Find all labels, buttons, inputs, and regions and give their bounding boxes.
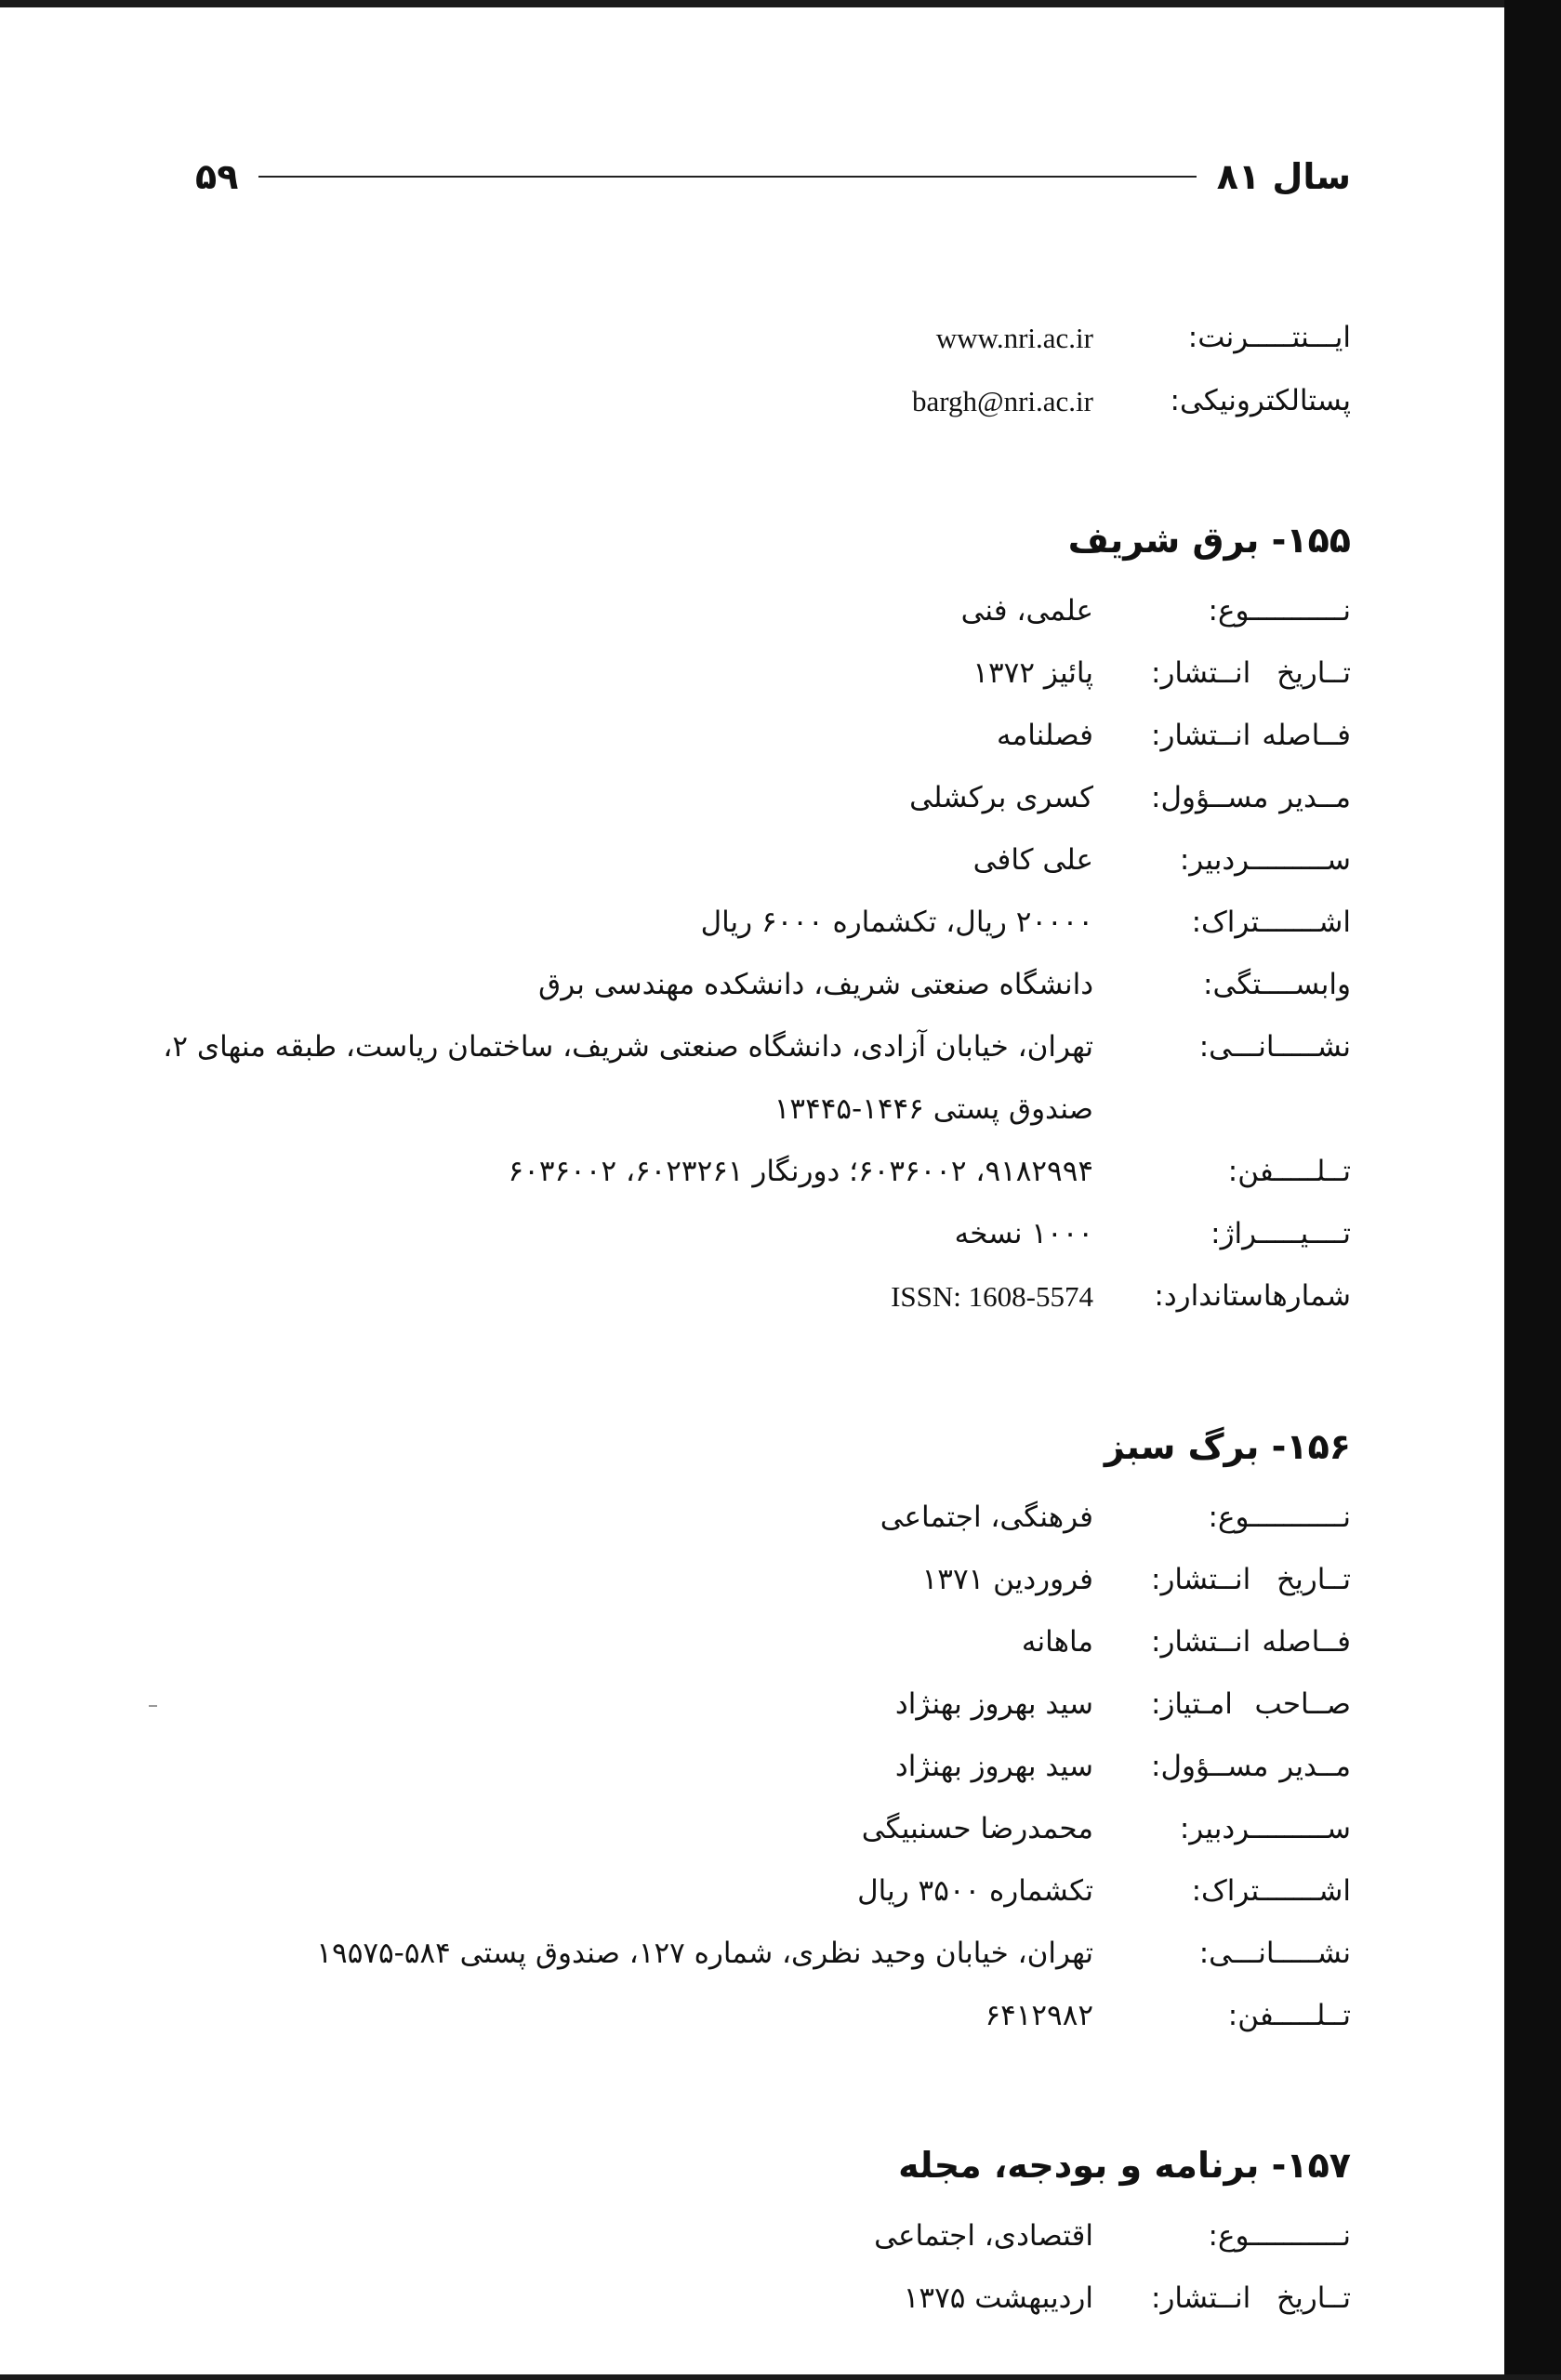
directory-listing xyxy=(124,307,1351,2330)
field-row xyxy=(124,1016,1351,1141)
entry-title-155: ۱۵۵- برق شریف xyxy=(1067,520,1351,561)
field-label: مــدیر مســؤول: xyxy=(1151,781,1351,814)
field-row xyxy=(124,1141,1351,1203)
field-row xyxy=(124,1203,1351,1265)
field-value: کسری برکشلی xyxy=(909,781,1093,814)
field-value: سید بهروز بهنژاد xyxy=(894,1687,1093,1721)
field-label: تــاریخ انــتشار: xyxy=(1151,1563,1351,1596)
entry-title-156: ۱۵۶- برگ سبز xyxy=(1104,1426,1351,1467)
scan-border-right xyxy=(1504,0,1561,2380)
field-row xyxy=(124,1860,1351,1923)
field-label: نشـــــانـــی: xyxy=(1198,1937,1351,1970)
field-value: تکشماره ۳۵۰۰ ریال xyxy=(857,1874,1093,1908)
field-row xyxy=(124,1736,1351,1798)
field-label: نـــــــــــوع: xyxy=(1208,2219,1351,2253)
field-value: اردیبهشت ۱۳۷۵ xyxy=(903,2281,1093,2315)
field-row xyxy=(124,1798,1351,1860)
field-label: مــدیر مســؤول: xyxy=(1151,1750,1351,1783)
website-value: www.nri.ac.ir xyxy=(935,322,1093,354)
field-row xyxy=(124,954,1351,1016)
field-label: نـــــــــــوع: xyxy=(1208,594,1351,628)
field-value: پائیز ۱۳۷۲ xyxy=(972,656,1093,690)
field-label: فــاصله انــتشار: xyxy=(1151,719,1351,752)
field-label: تــلـــــفن: xyxy=(1227,1999,1351,2032)
field-value: علی کافی xyxy=(972,843,1093,877)
field-label: ایـــنتـــــرنت: xyxy=(1187,321,1351,354)
field-value: ۲۰۰۰۰ ریال، تکشماره ۶۰۰۰ ریال xyxy=(700,906,1093,939)
field-label: پستالکترونیکی: xyxy=(1170,384,1351,417)
page-number: ۵۹ xyxy=(195,156,239,197)
field-row xyxy=(124,1673,1351,1736)
issn-value: ISSN: 1608-5574 xyxy=(891,1280,1093,1313)
field-label: وابســــتگی: xyxy=(1203,968,1351,1001)
field-label: تــلـــــفن: xyxy=(1227,1155,1351,1188)
field-value: محمدرضا حسنبیگی xyxy=(861,1812,1093,1845)
field-row xyxy=(124,642,1351,705)
entry-title-157: ۱۵۷- برنامه و بودجه، مجله xyxy=(898,2145,1351,2186)
field-value: ۶۴۱۲۹۸۲ xyxy=(985,1999,1093,2032)
field-label: تــاریخ انــتشار: xyxy=(1151,656,1351,690)
field-label: شمارهاستاندارد: xyxy=(1154,1279,1351,1313)
field-value: ۱۰۰۰ نسخه xyxy=(954,1217,1093,1250)
field-row xyxy=(124,1549,1351,1611)
scan-speck xyxy=(149,1705,157,1707)
field-row xyxy=(124,829,1351,892)
field-row xyxy=(124,580,1351,642)
field-value: تهران، خیابان وحید نظری، شماره ۱۲۷، صندوق پستی ۵۸۴-۱۹۵۷۵ xyxy=(316,1937,1093,1970)
field-row-email xyxy=(124,370,1351,433)
field-label: اشـــــــتراک: xyxy=(1191,906,1351,939)
field-row xyxy=(124,1923,1351,1985)
field-value: سید بهروز بهنژاد xyxy=(894,1750,1093,1783)
field-label: ســـــــــردبیر: xyxy=(1179,843,1351,877)
field-value: ماهانه xyxy=(1021,1625,1093,1659)
field-row xyxy=(124,2268,1351,2330)
field-row xyxy=(124,1611,1351,1673)
field-value: ۹۱۸۲۹۹۴، ۶۰۳۶۰۰۲؛ دورنگار ۶۰۲۳۲۶۱، ۶۰۳۶۰۰۲ xyxy=(508,1155,1093,1188)
field-label: نـــــــــــوع: xyxy=(1208,1501,1351,1534)
field-value: فرهنگی، اجتماعی xyxy=(880,1501,1093,1534)
field-value: اقتصادی، اجتماعی xyxy=(874,2219,1093,2253)
running-header xyxy=(195,149,1351,205)
field-value: تهران، خیابان آزادی، دانشگاه صنعتی شریف، ساختمان ریاست، طبقه منهای ۲، صندوق پستی ۱۴۴۶-۱۳۴۴۵ xyxy=(163,1030,1093,1126)
scan-border-bottom xyxy=(0,2374,1561,2380)
field-label: صــاحب امـتیاز: xyxy=(1151,1687,1351,1721)
field-label: فــاصله انــتشار: xyxy=(1151,1625,1351,1659)
field-value: فروردین ۱۳۷۱ xyxy=(921,1563,1093,1596)
field-row-website xyxy=(124,307,1351,370)
field-row xyxy=(124,1985,1351,2047)
field-value: دانشگاه صنعتی شریف، دانشکده مهندسی برق xyxy=(538,968,1093,1001)
field-label: اشـــــــتراک: xyxy=(1191,1874,1351,1908)
field-row xyxy=(124,1265,1351,1329)
field-row xyxy=(124,2205,1351,2268)
field-row xyxy=(124,892,1351,954)
field-row xyxy=(124,767,1351,829)
header-rule xyxy=(258,176,1196,178)
field-value: علمی، فنی xyxy=(960,594,1093,628)
field-label: تــاریخ انــتشار: xyxy=(1151,2281,1351,2315)
field-row xyxy=(124,705,1351,767)
field-row xyxy=(124,1487,1351,1549)
scan-border-top xyxy=(0,0,1561,7)
field-label: ســـــــــردبیر: xyxy=(1179,1812,1351,1845)
email-value: bargh@nri.ac.ir xyxy=(912,385,1093,417)
field-label: تــــیـــــراژ: xyxy=(1210,1217,1351,1250)
field-value: فصلنامه xyxy=(997,719,1093,752)
field-label: نشـــــانـــی: xyxy=(1198,1030,1351,1064)
running-header-year: سال ۸۱ xyxy=(1216,156,1351,197)
